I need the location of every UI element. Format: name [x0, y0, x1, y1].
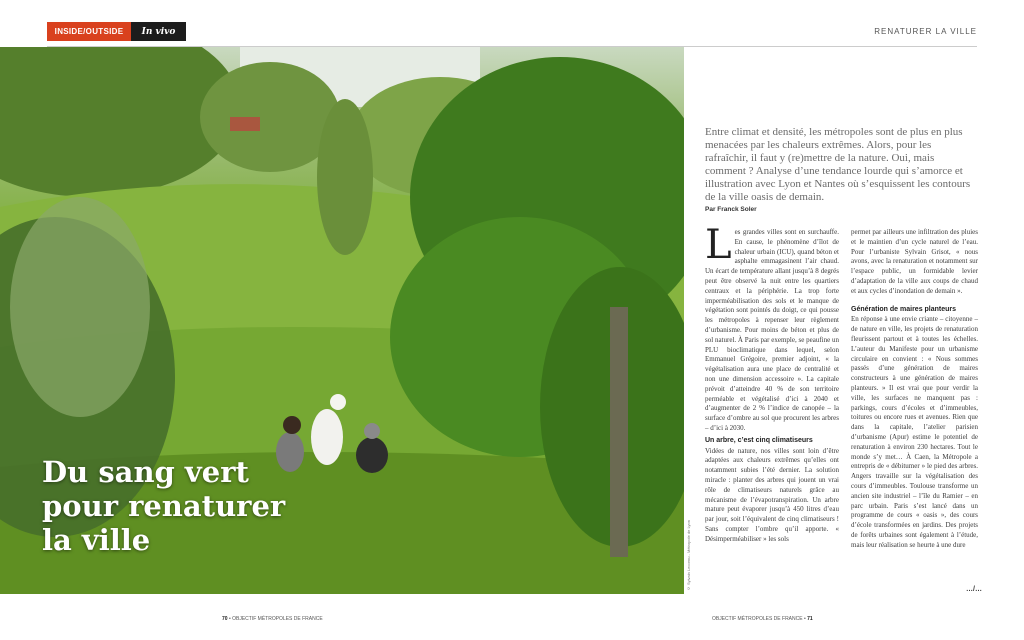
headline-line-3: la ville — [42, 523, 151, 557]
body-paragraph: permet par ailleurs une infiltration des pluies et le maintien d’un cycle naturel de l’eau. Pour l’urbaniste Sylvain Grisot, « nous avons, avec la renaturation et notamment sur l’espace public, un formidable levier d’adaptation de la ville aux coups de chaud et aux cycles d’inondation de demain ». — [851, 228, 978, 295]
section-tag: INSIDE/OUTSIDE — [47, 22, 131, 41]
headline-line-1: Du sang vert — [42, 455, 249, 489]
article-byline: Par Franck Soler — [705, 206, 757, 213]
page-number-left: 70 — [222, 616, 228, 622]
subsection-tag: In vivo — [131, 22, 186, 41]
page-number-right: 71 — [807, 616, 813, 622]
body-column-2 — [851, 228, 978, 551]
body-paragraph: Vidées de nature, nos villes sont loin d’être adaptées aux chaleurs extrêmes qu’elles ont notamment subies l’été dernier. La solution miracle : planter des arbres qui jouent un vrai rôle de climatiseurs naturels grâce au mécanisme de l’évapotranspiration. Un arbre mature peut évaporer jusqu’à 450 litres d’eau par jour, soit l’équivalent de cinq climatiseurs ! Sans compter l’ombre qu’il apporte. « Désimperméabiliser » les sols — [705, 446, 839, 543]
photo-credit: © Sylvain Lecornu - Métropole de Lyon — [686, 520, 691, 592]
magazine-title-left: OBJECTIF MÉTROPOLES DE FRANCE — [232, 616, 323, 622]
article-headline — [42, 455, 285, 557]
magazine-title-right: OBJECTIF MÉTROPOLES DE FRANCE — [712, 616, 803, 622]
drop-cap: L — [705, 222, 732, 268]
body-column-1 — [705, 222, 839, 545]
subheading: Génération de maires planteurs — [851, 305, 957, 313]
footer-right: OBJECTIF MÉTROPOLES DE FRANCE • 71 — [712, 616, 813, 622]
continued-marker: …/… — [966, 586, 982, 593]
headline-line-2: pour renaturer — [42, 489, 286, 523]
rubric-label: RENATURER LA VILLE — [874, 27, 977, 36]
footer-left: 70 • OBJECTIF MÉTROPOLES DE FRANCE — [222, 616, 323, 622]
body-paragraph: En réponse à une envie criante – citoyenne – de nature en ville, les projets de renaturation fleurissent partout et à toutes les échelles. L’auteur du Manifeste pour un urbanisme circulaire en convient : « Nous sommes passés d’une génération de maires constructeurs à une génération de maires planteurs. » Il est vrai que pour verdir la ville, les surfaces ne manquent pas : parkings, cours d’écoles et d’immeubles, toitures ou encore rues et avenues. Rien que dans la capitale, l’atelier parisien d’urbanisme (Apur) estime le potentiel de renaturation à environ 230 hectares. Tout le monde s’y met… À Caen, la Métropole a entrepris de « débitumer » le pied des arbres. Angers travaille sur la végétalisation des cours d’immeubles. Toulouse transforme un ancien site industriel – l’île du Ramier – en parc urbain. Paris s’est lancé dans un programme de cours « oasis », des cours d’école transformées en jardins. Des projets de forêts urbaines sont également à l’étude, mais leur réalisation se heurte à une dure — [851, 315, 978, 549]
subheading: Un arbre, c’est cinq climatiseurs — [705, 436, 813, 444]
article-standfirst: Entre climat et densité, les métropoles sont de plus en plus menacées par les chaleurs extrêmes. Alors, pour les rafraîchir, il faut y (re)mettre de la nature. Oui, mais comment ? Analyse d’une tendance lourde qui s’amorce et illustration avec Lyon et Nantes où s’esquissent les contours de la ville oasis de demain. — [705, 126, 971, 203]
body-paragraph: es grandes villes sont en surchauffe. En cause, le phénomène d’îlot de chaleur urbain (ICU), quand béton et asphalte emmagasinent l’air chaud. Un écart de température allant jusqu’à 8 degrés peut être observé la nuit entre les quartiers centraux et la périphérie. La trop forte imperméabilisation des sols et le manque de végétation sont pointés du doigt, ce qui pousse les métropoles à repenser leur règlement d’urbanisme. Pour moins de béton et plus de sol naturel. À Paris par exemple, se peaufine un PLU bioclimatique dans lequel, selon Emmanuel Grégoire, premier adjoint, « la végétalisation aura une place de centralité et non une dimension accessoire ». La capitale prévoit d’atteindre 40 % de son territoire perméable et végétalisé d’ici à 2040 et d’augmenter de 2 % l’indice de canopée – la surface d’ombre au sol que procurent les arbres – d’ici à 2030. — [705, 228, 839, 432]
